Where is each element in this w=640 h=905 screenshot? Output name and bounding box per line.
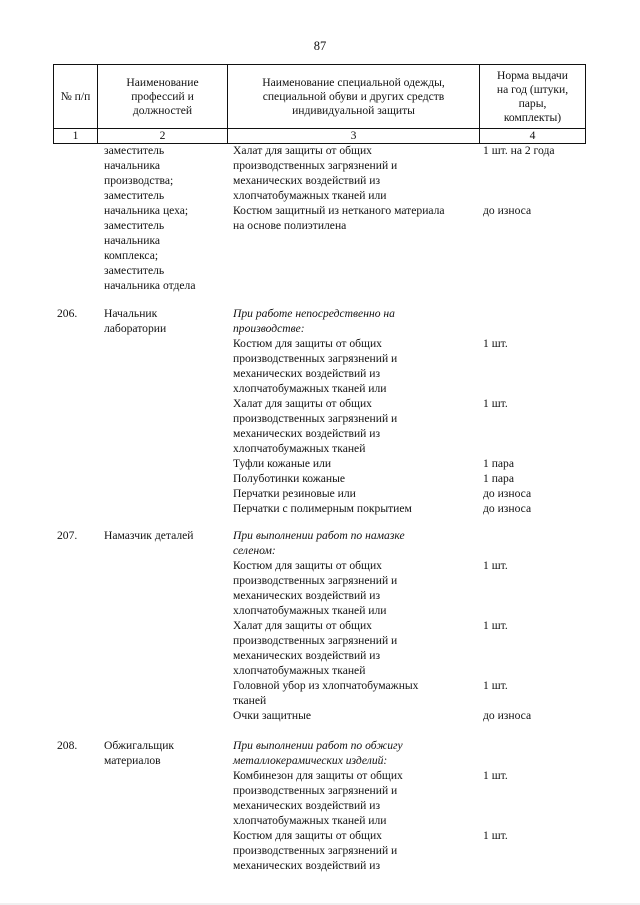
equipment-text: тканей [233,694,267,707]
equipment-text: Туфли кожаные или [233,457,332,470]
equipment-text: селеном: [233,544,276,557]
profession-text: лаборатории [104,322,167,335]
equipment-text: Очки защитные [233,709,312,722]
equipment-text: механических воздействий из [233,589,381,602]
equipment-text: механических воздействий из [233,859,381,872]
profession-text: производства; [104,174,174,187]
norm-text: 1 шт. [483,829,508,842]
equipment-text: хлопчатобумажных тканей или [233,382,387,395]
equipment-text: производственных загрязнений и [233,634,398,647]
column-number: 4 [480,129,586,144]
header-row [54,65,586,129]
row-number: 206. [57,307,78,320]
profession-text: заместитель [104,264,165,277]
norm-text: 1 шт. [483,769,508,782]
header-col-equipment: Наименование специальной одежды, специальной обуви и других средств индивидуальной защиты [228,65,480,129]
column-number: 2 [98,129,228,144]
norm-text: до износа [483,487,532,500]
page-number: 87 [313,39,327,53]
equipment-text: производственных загрязнений и [233,352,398,365]
equipment-text: При работе непосредственно на [233,307,395,320]
profession-text: Намазчик деталей [104,529,194,542]
equipment-text: Полуботинки кожаные [233,472,346,485]
equipment-text: При выполнении работ по намазке [233,529,405,542]
row-number: 208. [57,739,78,752]
equipment-text: производстве: [233,322,305,335]
equipment-text: механических воздействий из [233,649,381,662]
equipment-text: производственных загрязнений и [233,844,398,857]
equipment-text: Перчатки резиновые или [233,487,356,500]
equipment-text: Костюм для защиты от общих [233,337,382,350]
equipment-text: механических воздействий из [233,367,381,380]
norm-text: до износа [483,204,532,217]
equipment-text: хлопчатобумажных тканей [233,664,366,677]
table-header [53,64,586,144]
profession-text: заместитель [104,189,165,202]
norm-text: 1 шт. [483,619,508,632]
profession-text: Начальник [104,307,158,320]
norm-text: 1 шт. [483,679,508,692]
norm-text: 1 шт. [483,559,508,572]
equipment-text: Перчатки с полимерным покрытием [233,502,412,515]
equipment-text: хлопчатобумажных тканей или [233,814,387,827]
equipment-text: Костюм для защиты от общих [233,829,382,842]
header-col-number: № п/п [54,65,98,129]
equipment-text: хлопчатобумажных тканей или [233,604,387,617]
profession-text: Обжигальщик [104,739,175,752]
profession-text: комплекса; [104,249,159,262]
header-col-norm: Норма выдачи на год (штуки, пары, комплекты) [480,65,586,129]
equipment-text: Костюм для защиты от общих [233,559,382,572]
column-number: 1 [54,129,98,144]
equipment-text: производственных загрязнений и [233,574,398,587]
header-col-profession: Наименование профессий и должностей [98,65,228,129]
equipment-text: При выполнении работ по обжигу [233,739,403,752]
profession-text: начальника цеха; [104,204,189,217]
equipment-text: Халат для защиты от общих [233,397,372,410]
row-number: 207. [57,529,78,542]
equipment-text: производственных загрязнений и [233,412,398,425]
equipment-text: Халат для защиты от общих [233,619,372,632]
norm-text: до износа [483,709,532,722]
equipment-text: производственных загрязнений и [233,159,398,172]
norm-text: 1 шт. на 2 года [483,144,555,157]
equipment-text: Костюм защитный из нетканого материала [233,204,445,217]
equipment-text: на основе полиэтилена [233,219,347,232]
equipment-text: Халат для защиты от общих [233,144,372,157]
equipment-text: хлопчатобумажных тканей [233,442,366,455]
column-number: 3 [228,129,480,144]
column-number-row [54,129,586,144]
norm-text: 1 шт. [483,397,508,410]
profession-text: начальника [104,234,161,247]
equipment-text: металлокерамических изделий: [233,754,388,767]
equipment-text: механических воздействий из [233,427,381,440]
profession-text: материалов [104,754,161,767]
norm-text: 1 пара [483,472,514,485]
norm-text: 1 пара [483,457,514,470]
profession-text: заместитель [104,144,165,157]
equipment-text: механических воздействий из [233,174,381,187]
profession-text: начальника [104,159,161,172]
norm-text: до износа [483,502,532,515]
equipment-text: производственных загрязнений и [233,784,398,797]
equipment-text: механических воздействий из [233,799,381,812]
norm-text: 1 шт. [483,337,508,350]
equipment-text: Головной убор из хлопчатобумажных [233,679,419,692]
equipment-text: хлопчатобумажных тканей или [233,189,387,202]
profession-text: заместитель [104,219,165,232]
equipment-text: Комбинезон для защиты от общих [233,769,403,782]
profession-text: начальника отдела [104,279,196,292]
